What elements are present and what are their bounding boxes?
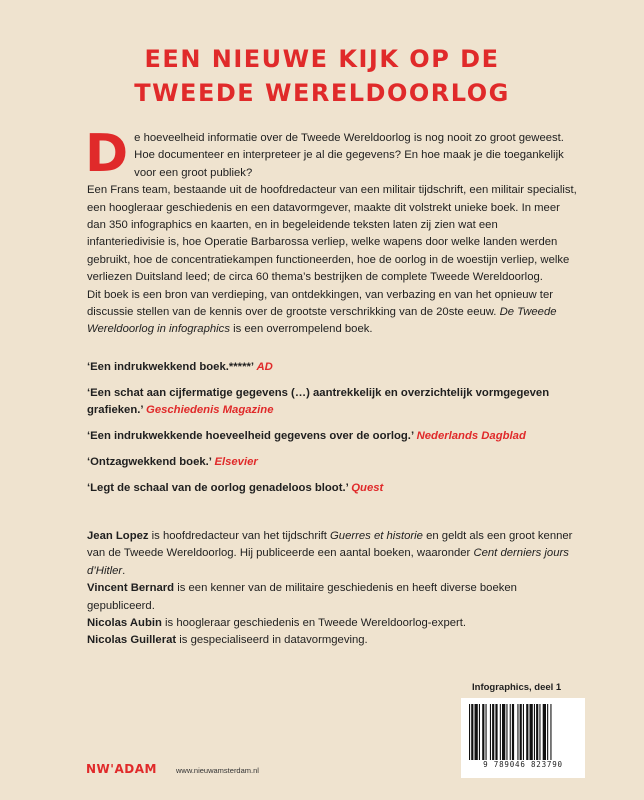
barcode-bar	[495, 704, 497, 760]
barcode-bars	[469, 704, 577, 760]
title-line-1: EEN NIEUWE KIJK OP DE	[144, 45, 500, 73]
barcode-bar	[500, 704, 501, 760]
series-label: Infographics, deel 1	[472, 682, 562, 693]
author-name: Vincent Bernard	[87, 582, 175, 595]
barcode-bar	[479, 704, 480, 760]
barcode-bar	[506, 704, 507, 760]
press-quote: ‘Een indrukwekkende hoeveelheid gegevens over de oorlog.’ Nederlands Dagblad	[87, 430, 526, 442]
barcode-bar	[534, 704, 535, 760]
publisher-website: www.nieuwamsterdam.nl	[176, 766, 259, 775]
quote-source: Quest	[351, 482, 384, 494]
quote-source: Nederlands Dagblad	[416, 430, 526, 442]
barcode-bar	[492, 704, 494, 760]
barcode-bar	[475, 704, 478, 760]
quote-source: Geschiedenis Magazine	[146, 404, 274, 416]
book-title	[0, 42, 644, 110]
barcode-bar	[526, 704, 528, 760]
author-bio-lopez: Jean Lopez is hoofdredacteur van het tijdschrift Guerres et historie en geldt als een groot kenner van de Tweede Wereldoorlog. Hij publiceerde een aantal boeken, waaronder Cent derniers jours d’Hitler.	[87, 530, 573, 577]
author-bio-aubin: Nicolas Aubin is hoogleraar geschiedenis en Tweede Wereldoorlog-expert.	[87, 617, 467, 630]
barcode-bar	[510, 704, 511, 760]
barcode-bar	[530, 704, 533, 760]
author-bios	[87, 528, 577, 650]
quote-source: AD	[256, 361, 273, 373]
title-line-2: TWEEDE WERELDOORLOG	[134, 79, 510, 107]
press-quote: ‘Een schat aan cijfermatige gegevens (…) aantrekkelijk en overzichtelijk vormgegeven grafieken.’ Geschiedenis Magazine	[87, 387, 550, 416]
barcode-bar	[490, 704, 491, 760]
book-title-italic: De Tweede Wereldoorlog in infographics	[87, 306, 557, 336]
barcode-bar	[517, 704, 518, 760]
intro-paragraph-2: Een Frans team, bestaande uit de hoofdredacteur van een militair tijdschrift, een militair specialist, een hoogleraar geschiedenis en een datavormgever, maakte dit volstrekt unieke boek. In meer dan 350 infographics en kaarten, en in begeleidende teksten laten zij zien wat een infanteriedivisie is, hoe Operatie Barbarossa verliep, welke wapens door welke landen werden gebruikt, hoe de concentratiekampen functioneerden, hoe de oorlog in de woestijn verliep, welke verliezen Duitsland leed; de circa 60 thema’s bestrijken de complete Tweede Wereldoorlog.	[87, 184, 577, 284]
barcode-bar	[520, 704, 522, 760]
barcode-bar	[512, 704, 514, 760]
barcode-bar	[471, 704, 473, 760]
author-name: Jean Lopez	[87, 530, 149, 542]
isbn-barcode	[461, 698, 585, 778]
barcode-bar	[539, 704, 540, 760]
press-quotes	[87, 359, 587, 506]
barcode-number: 9 789046 823790	[483, 760, 563, 769]
barcode-bar	[502, 704, 505, 760]
barcode-bar	[550, 704, 551, 760]
author-name: Nicolas Guillerat	[87, 634, 177, 647]
press-quote: ‘Ontzagwekkend boek.’ Elsevier	[87, 456, 258, 468]
author-name: Nicolas Aubin	[87, 617, 162, 630]
barcode-bar	[469, 704, 470, 760]
intro-paragraph-1: e hoeveelheid informatie over de Tweede Wereldoorlog is nog nooit zo groot geweest. Hoe documenteer en interpreteer je al die gegevens? En hoe maak je die toegankelijk voor een groot publiek?	[134, 132, 564, 179]
publisher-logo: NW'ADAM	[86, 762, 157, 776]
intro-paragraph-3: Dit boek is een bron van verdieping, van ontdekkingen, van verbazing en van het opnieuw ter discussie stellen van de kennis over de grootste verschrikking van de 20ste eeuw. De Tweede Wereldoorlog in infographics is een overrompelend boek.	[87, 288, 557, 336]
drop-cap: D	[85, 124, 129, 184]
barcode-bar	[543, 704, 546, 760]
press-quote: ‘Een indrukwekkend boek.*****’ AD	[87, 361, 273, 373]
barcode-bar	[482, 704, 484, 760]
barcode-bar	[547, 704, 548, 760]
author-bio-guillerat: Nicolas Guillerat is gespecialiseerd in datavormgeving.	[87, 634, 368, 647]
barcode-bar	[523, 704, 524, 760]
author-bio-bernard: Vincent Bernard is een kenner van de militaire geschiedenis en heeft diverse boeken gepubliceerd.	[87, 582, 517, 612]
barcode-bar	[486, 704, 487, 760]
intro-text	[85, 124, 577, 339]
barcode-bar	[536, 704, 538, 760]
press-quote: ‘Legt de schaal van de oorlog genadeloos bloot.’ Quest	[87, 482, 384, 494]
quote-source: Elsevier	[214, 456, 258, 468]
